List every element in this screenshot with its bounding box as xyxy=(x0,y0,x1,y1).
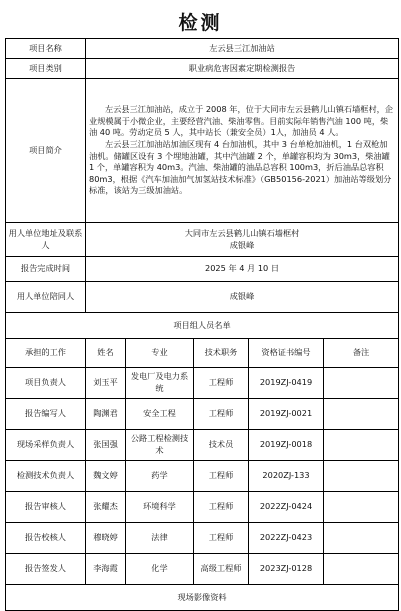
staff-cert: 2019ZJ-0021 xyxy=(249,399,324,430)
staff-name: 张国强 xyxy=(86,430,126,461)
staff-section-title: 项目组人员名单 xyxy=(6,313,399,339)
project-name-value: 左云县三江加油站 xyxy=(86,39,399,59)
staff-header-row xyxy=(6,339,399,368)
staff-major: 发电厂及电力系统 xyxy=(126,368,194,399)
staff-title: 工程师 xyxy=(194,523,249,554)
project-intro-paragraph-1: 左云县三江加油站，成立于 2008 年，位于大同市左云县鹤儿山镇石墙框村，企业规模属于小微企业，主要经营汽油、柴油零售。目前实际年销售汽油 100 吨，柴油 40 吨。劳动定员 5 人，其中站长（兼安全员）1人，加油员 4 人。 xyxy=(89,104,394,138)
staff-note xyxy=(324,523,399,554)
staff-cert: 2019ZJ-0018 xyxy=(249,430,324,461)
staff-title: 工程师 xyxy=(194,492,249,523)
staff-section-row xyxy=(6,313,399,339)
staff-note xyxy=(324,461,399,492)
escort-row xyxy=(6,282,399,313)
staff-row xyxy=(6,523,399,554)
completion-date-row xyxy=(6,257,399,282)
staff-major: 公路工程检测技术 xyxy=(126,430,194,461)
staff-role: 报告签发人 xyxy=(6,554,86,585)
header-name: 姓名 xyxy=(86,339,126,368)
staff-row xyxy=(6,430,399,461)
photos-section-title: 现场影像资料 xyxy=(6,585,399,611)
project-intro-row xyxy=(6,79,399,223)
staff-name: 张耀杰 xyxy=(86,492,126,523)
staff-role: 报告审核人 xyxy=(6,492,86,523)
completion-date-label: 报告完成时间 xyxy=(6,257,86,282)
staff-major: 化学 xyxy=(126,554,194,585)
staff-note xyxy=(324,399,399,430)
staff-cert: 2020ZJ-133 xyxy=(249,461,324,492)
project-category-label: 项目类别 xyxy=(6,59,86,79)
staff-title: 工程师 xyxy=(194,399,249,430)
staff-row xyxy=(6,492,399,523)
staff-title: 工程师 xyxy=(194,461,249,492)
header-cert: 资格证书编号 xyxy=(249,339,324,368)
staff-major: 法律 xyxy=(126,523,194,554)
header-note: 备注 xyxy=(324,339,399,368)
staff-cert: 2023ZJ-0128 xyxy=(249,554,324,585)
header-title: 技术职务 xyxy=(194,339,249,368)
report-table xyxy=(5,38,399,611)
staff-major: 安全工程 xyxy=(126,399,194,430)
staff-role: 报告编写人 xyxy=(6,399,86,430)
staff-note xyxy=(324,492,399,523)
employer-address-row xyxy=(6,223,399,257)
project-name-label: 项目名称 xyxy=(6,39,86,59)
staff-role: 检测技术负责人 xyxy=(6,461,86,492)
staff-name: 穆晓婷 xyxy=(86,523,126,554)
staff-role: 报告校核人 xyxy=(6,523,86,554)
project-category-row xyxy=(6,59,399,79)
project-intro-value xyxy=(86,79,399,223)
staff-row xyxy=(6,554,399,585)
staff-name: 刘玉平 xyxy=(86,368,126,399)
employer-address-value: 大同市左云县鹤儿山镇石墙框村 成银峰 xyxy=(86,223,399,257)
project-intro-label: 项目简介 xyxy=(6,79,86,223)
header-major: 专业 xyxy=(126,339,194,368)
staff-note xyxy=(324,430,399,461)
staff-cert: 2019ZJ-0419 xyxy=(249,368,324,399)
staff-title: 技术员 xyxy=(194,430,249,461)
staff-note xyxy=(324,368,399,399)
project-category-value: 职业病危害因素定期检测报告 xyxy=(86,59,399,79)
completion-date-value: 2025 年 4 月 10 日 xyxy=(86,257,399,282)
escort-label: 用人单位陪同人 xyxy=(6,282,86,313)
project-intro-paragraph-2: 左云县三江加油站加油区现有 4 台加油机，其中 3 台单枪加油机，1 台双枪加油机。储罐区设有 3 个埋地油罐，其中汽油罐 2 个，单罐容积均为 30m3，柴油罐 1 个，单罐容积为 40m3。汽油、柴油罐的油品总容积 100m3，折后油品总容积 80m3，根据《汽车加油加气加氢站技术标准》（GB50156-2021）加油站等级划分标准，该站为三级加油站。 xyxy=(89,138,392,196)
staff-row xyxy=(6,368,399,399)
staff-title: 高级工程师 xyxy=(194,554,249,585)
header-role: 承担的工作 xyxy=(6,339,86,368)
staff-name: 陶渊君 xyxy=(86,399,126,430)
staff-name: 魏文婷 xyxy=(86,461,126,492)
staff-note xyxy=(324,554,399,585)
staff-cert: 2022ZJ-0424 xyxy=(249,492,324,523)
staff-role: 现场采样负责人 xyxy=(6,430,86,461)
employer-address-label: 用人单位地址及联系人 xyxy=(6,223,86,257)
staff-major: 药学 xyxy=(126,461,194,492)
document-title: 检测 xyxy=(178,12,223,34)
staff-title: 工程师 xyxy=(194,368,249,399)
escort-value: 成银峰 xyxy=(86,282,399,313)
staff-name: 李海霞 xyxy=(86,554,126,585)
staff-row xyxy=(6,399,399,430)
staff-major: 环境科学 xyxy=(126,492,194,523)
staff-row xyxy=(6,461,399,492)
project-name-row xyxy=(6,39,399,59)
staff-role: 项目负责人 xyxy=(6,368,86,399)
photos-section-row xyxy=(6,585,399,611)
staff-cert: 2022ZJ-0423 xyxy=(249,523,324,554)
